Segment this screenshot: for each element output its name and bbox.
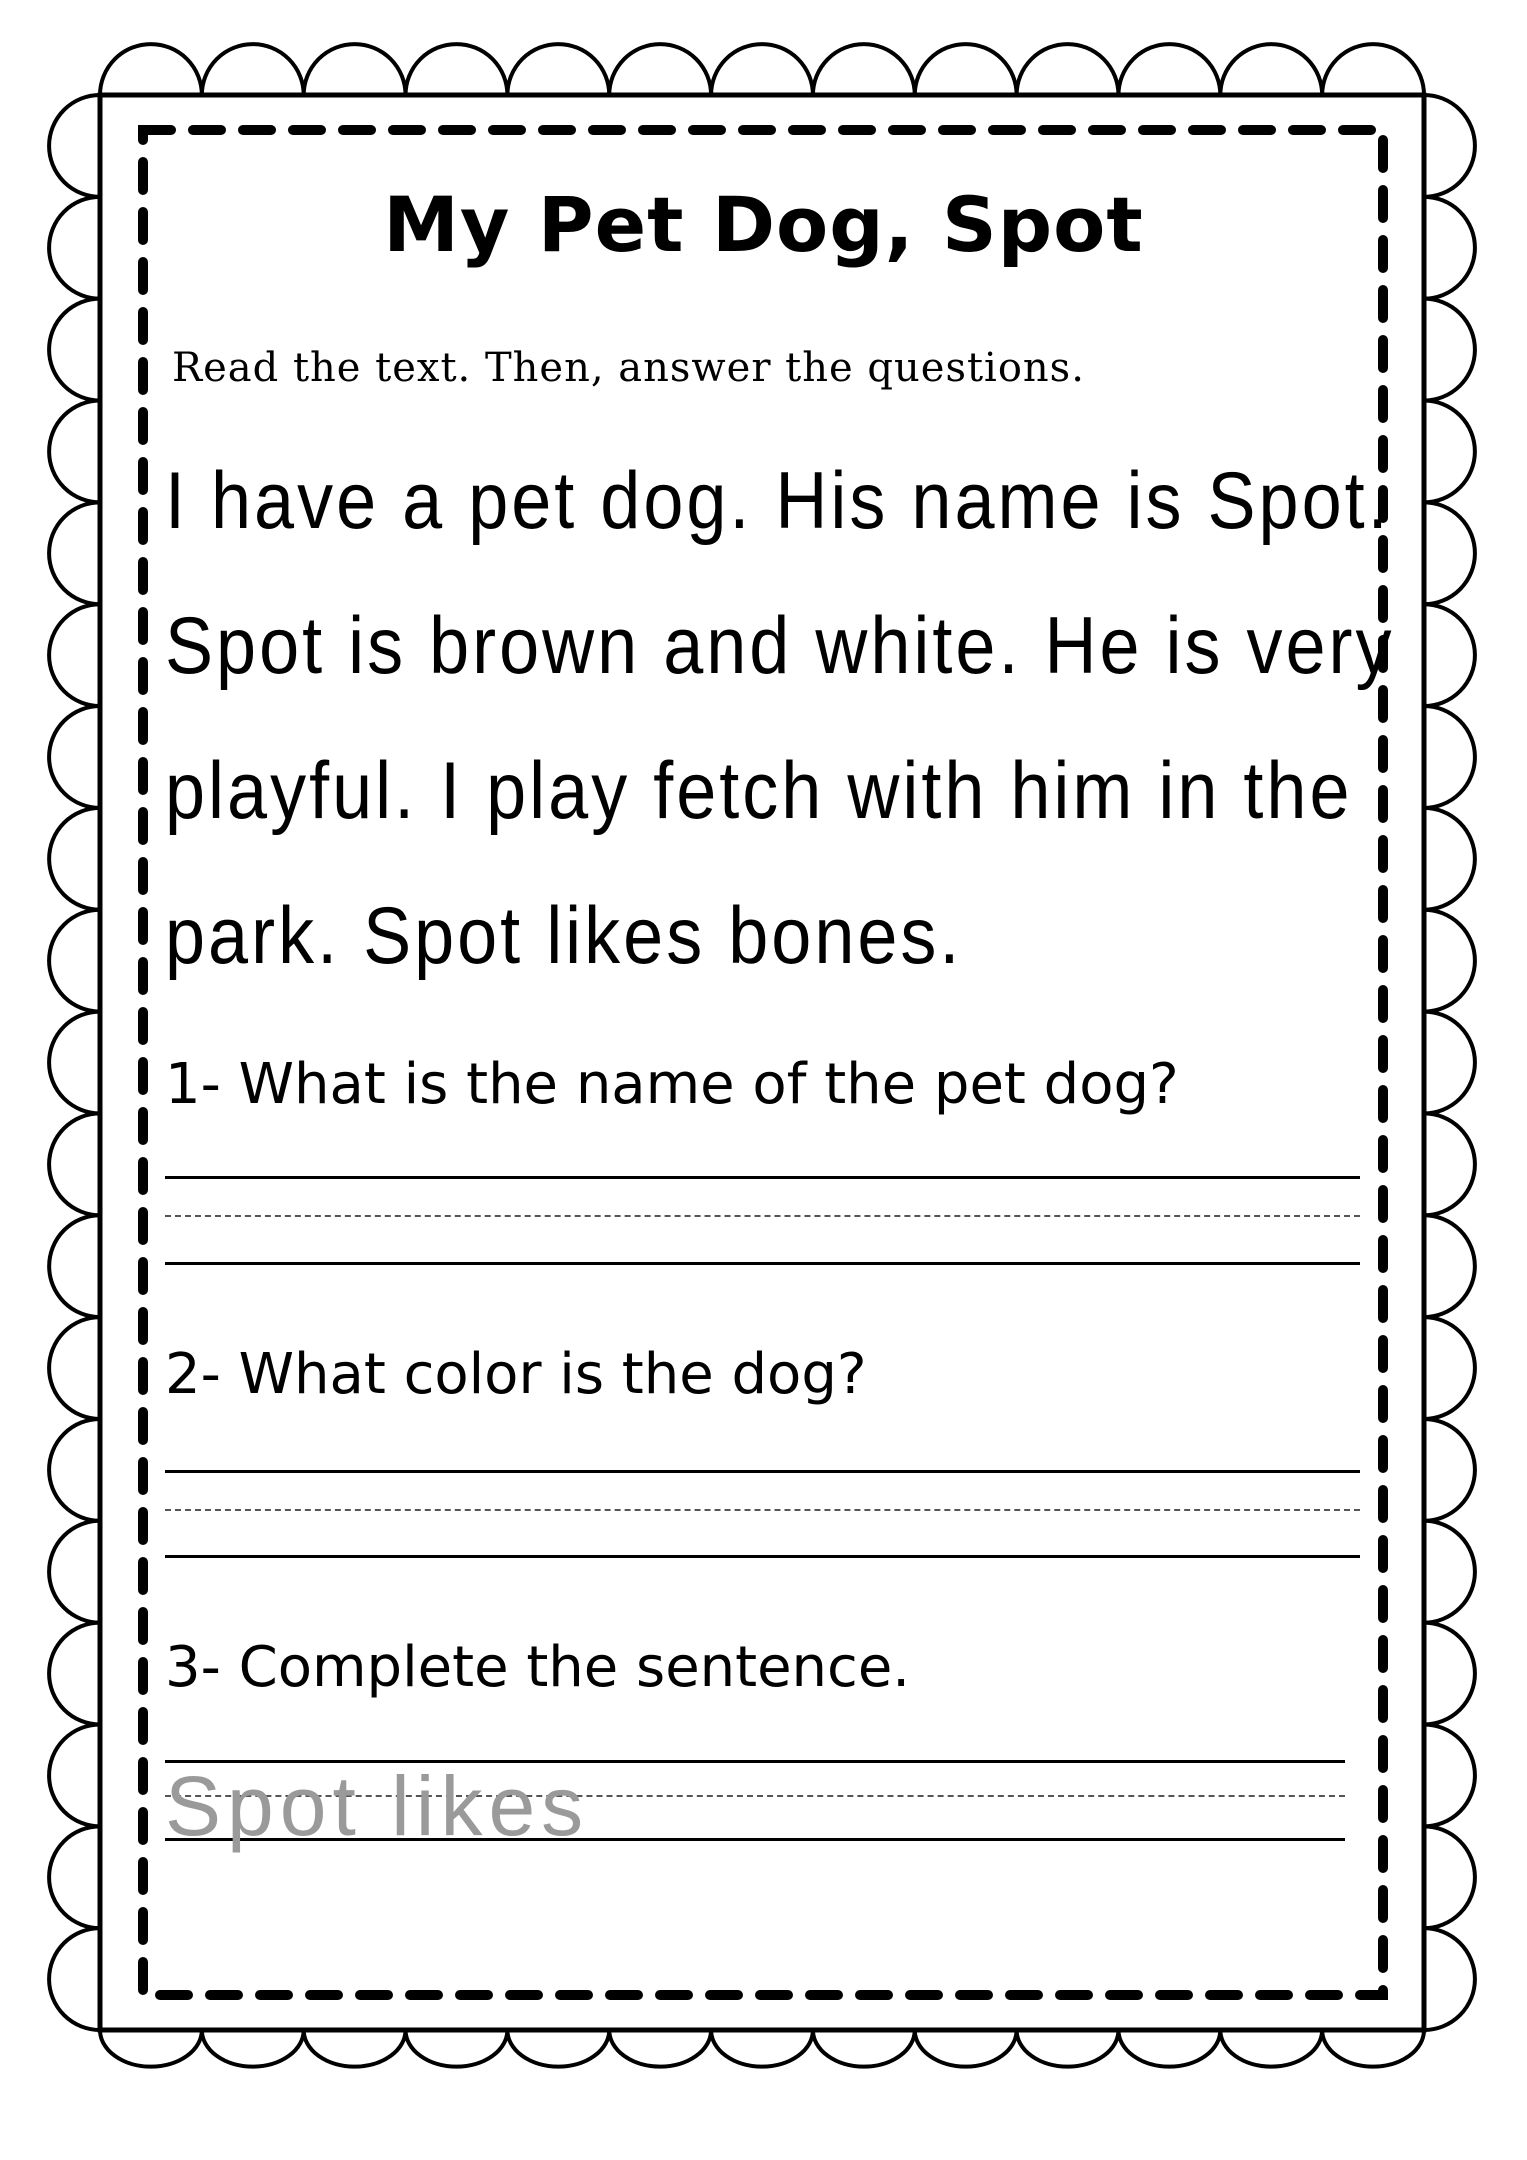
scallop (1220, 2030, 1322, 2067)
scallop (1424, 1928, 1475, 2030)
writing-line-mid (165, 1509, 1360, 1511)
scallop (49, 1317, 100, 1419)
passage-line: I have a pet dog. His name is Spot. (165, 456, 1391, 546)
worksheet-title: My Pet Dog, Spot (383, 180, 1144, 269)
scallop (202, 2030, 304, 2067)
scallop (1220, 44, 1322, 95)
scallop (813, 2030, 915, 2067)
scallop (304, 44, 406, 95)
scallop (1424, 1317, 1475, 1419)
passage-line: park. Spot likes bones. (165, 891, 963, 981)
scallop (1424, 604, 1475, 706)
question-3: 3- Complete the sentence. (165, 1635, 911, 1700)
scallop (202, 44, 304, 95)
writing-line-base (165, 1262, 1360, 1265)
scallop (49, 401, 100, 503)
scallop (49, 706, 100, 808)
scallop (304, 2030, 406, 2067)
tracing-text: Spot likes (165, 1759, 590, 1853)
writing-line-top (165, 1470, 1360, 1473)
scallop (1424, 299, 1475, 401)
scallop (711, 2030, 813, 2067)
scallop (1424, 1419, 1475, 1521)
scallop (1424, 502, 1475, 604)
scallop (1424, 1521, 1475, 1623)
scallop (1424, 1215, 1475, 1317)
scallop (49, 808, 100, 910)
scallop (49, 1521, 100, 1623)
scallop (49, 1419, 100, 1521)
scallop (1017, 44, 1119, 95)
scallop (49, 1724, 100, 1826)
scallop (507, 2030, 609, 2067)
scallop (49, 604, 100, 706)
scallop (49, 910, 100, 1012)
scallop (813, 44, 915, 95)
scallop (507, 44, 609, 95)
scallop (49, 299, 100, 401)
writing-line-top (165, 1176, 1360, 1179)
scallop (49, 1215, 100, 1317)
scallop (1424, 1113, 1475, 1215)
scallop (1424, 1724, 1475, 1826)
scallop (1424, 1623, 1475, 1725)
writing-line-mid (165, 1215, 1360, 1217)
scallop (1118, 2030, 1220, 2067)
scallop (1322, 2030, 1424, 2067)
scallop (49, 1113, 100, 1215)
scallop (711, 44, 813, 95)
scallop (1424, 1012, 1475, 1114)
scallop (609, 2030, 711, 2067)
scallop (1424, 808, 1475, 910)
scallop (1424, 401, 1475, 503)
scallop (406, 44, 508, 95)
scallop (915, 44, 1017, 95)
scallop (49, 1623, 100, 1725)
scallop (49, 1826, 100, 1928)
scallop (1424, 910, 1475, 1012)
scallop (49, 1012, 100, 1114)
instructions: Read the text. Then, answer the questions. (172, 345, 1085, 391)
scallop (1322, 44, 1424, 95)
scallop (1424, 1826, 1475, 1928)
scallop (100, 2030, 202, 2067)
passage-line: playful. I play fetch with him in the (165, 746, 1353, 836)
question-1: 1- What is the name of the pet dog? (165, 1052, 1179, 1117)
scallop (1424, 706, 1475, 808)
passage-line: Spot is brown and white. He is very (165, 601, 1395, 691)
scallop (100, 44, 202, 95)
scallop (49, 502, 100, 604)
scallop (1017, 2030, 1119, 2067)
scallop (609, 44, 711, 95)
question-2: 2- What color is the dog? (165, 1342, 867, 1407)
writing-line-base (165, 1555, 1360, 1558)
scallop (915, 2030, 1017, 2067)
scallop (49, 1928, 100, 2030)
scallop (1118, 44, 1220, 95)
scallop (406, 2030, 508, 2067)
